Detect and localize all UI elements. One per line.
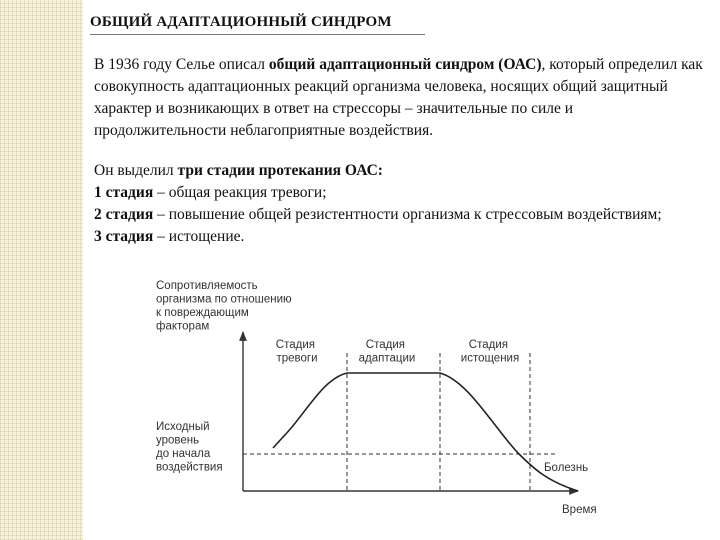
- stage-label-adaptation: [359, 339, 416, 365]
- baseline-label-line: воздействия: [156, 461, 223, 474]
- baseline-label-line: до начала: [156, 448, 211, 460]
- intro-lead: В 1936 году Селье описал: [94, 56, 269, 73]
- stages-paragraph: [94, 160, 704, 182]
- stage-description: – повышение общей резистентности организма к стрессовым воздействиям;: [153, 206, 662, 223]
- baseline-label-line: Исходный: [156, 421, 210, 433]
- stage-number: 2 стадия: [94, 206, 154, 223]
- stage-number: 1 стадия: [94, 184, 154, 201]
- stage-label-alarm: [276, 339, 318, 365]
- title-underline: [90, 34, 425, 35]
- disease-label: Болезнь: [544, 462, 589, 474]
- stage-label-line: истощения: [460, 352, 520, 365]
- baseline-label: [156, 421, 223, 474]
- x-axis-label: Время: [562, 504, 597, 516]
- stage-label-line: тревоги: [276, 352, 318, 365]
- y-axis-label-line: Сопротивляемость: [156, 280, 258, 292]
- intro-term: общий адаптационный синдром (ОАС): [268, 56, 542, 73]
- y-axis-label-line: к повреждающим: [156, 307, 249, 319]
- stages-heading: три стадии протекания ОАС:: [177, 162, 383, 179]
- stage-number: 3 стадия: [94, 228, 154, 245]
- stage-label-line: Стадия: [365, 339, 405, 351]
- baseline-label-line: уровень: [156, 434, 200, 447]
- stages-lead: Он выделил: [94, 162, 178, 179]
- stage-item-1: [94, 182, 704, 204]
- intro-tail: , который определил как совокупность адаптационных реакций организма человека, носящих общий защитный характер и возникающих в ответ на стрессоры – значительные по силе и продолжительности неблагоприятные воздействия.: [94, 56, 703, 139]
- decorative-side-strip: [0, 0, 83, 540]
- y-axis-label-line: организма по отношению: [156, 293, 292, 306]
- intro-paragraph: [94, 54, 704, 142]
- stage-description: – общая реакция тревоги;: [153, 184, 327, 201]
- stage-label-line: адаптации: [358, 352, 416, 365]
- stage-label-line: Стадия: [468, 339, 508, 351]
- gas-diagram: [150, 275, 610, 520]
- y-axis-label: [156, 280, 295, 333]
- y-axis-label-line: факторам: [156, 320, 210, 333]
- stage-label-exhaustion: [461, 339, 519, 365]
- stage-label-line: Стадия: [275, 339, 315, 351]
- resistance-curve: [273, 373, 578, 491]
- stage-item-2: [94, 204, 704, 226]
- stage-item-3: [94, 226, 704, 248]
- stage-description: – истощение.: [153, 228, 245, 245]
- slide-body: [94, 54, 704, 248]
- slide-title: ОБЩИЙ АДАПТАЦИОННЫЙ СИНДРОМ: [90, 14, 392, 30]
